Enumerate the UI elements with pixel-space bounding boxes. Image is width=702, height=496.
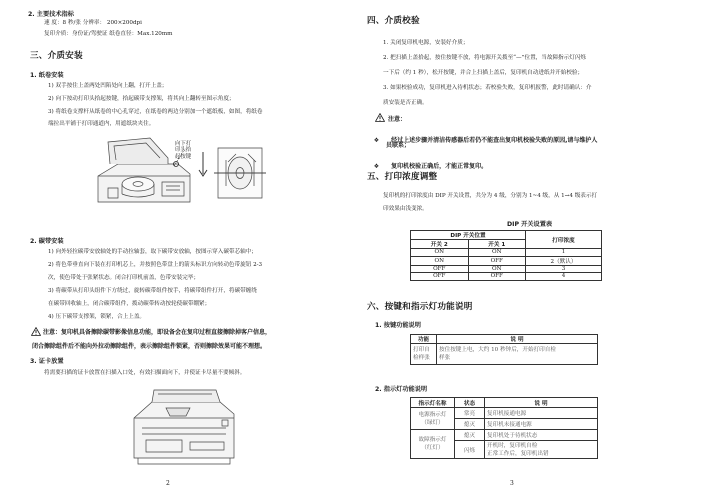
fault-led-color: （红灯） [421, 445, 444, 451]
dip-group-header: DIP 开关位置 [411, 231, 526, 240]
note-label: 注意： [388, 116, 407, 123]
dip-cell: ON [411, 249, 469, 257]
key-function-title: 1. 按键功能说明 [375, 322, 421, 329]
calib-step-1: 1. 关闭复印机电源，安装好介质； [383, 40, 469, 46]
dip-table-caption: DIP 开关设置表 [507, 221, 553, 228]
led-desc-cell: 复印机接通电源 [485, 408, 598, 419]
dip-sw1-header: 开关 1 [468, 240, 526, 249]
ribbon-step-2: 2) 将色带垂直向下装在打印机芯上，并按照色带盘上的箭头标识方向转动色带旋钮 2-3 [48, 262, 263, 268]
led-state-cell: 熄灭 [455, 419, 485, 430]
dip-cell: 4 [526, 273, 602, 281]
down-arrow-icon [196, 150, 210, 180]
erase-warning-line-1: 注意：复印机具备擦除碳带影像信息功能，即设备会在复印过程直接擦除掉客户信息， [43, 329, 272, 336]
key-desc-line-1: 按住按键上电，大约 10 秒钟后，开始打印自检 [439, 347, 556, 353]
key-function-table [410, 334, 598, 365]
paper-step-2: 2) 向下按动打印头拾起按键，拾起碳带支撑架，将其向上翻转至图示角度； [48, 96, 235, 102]
note-item-2-text: 复印机校验正确后，才能正常复印。 [391, 163, 488, 170]
section-4-title: 四、介质校验 [367, 16, 420, 26]
led-desc-line-1: 开机时，复印机自检 [487, 442, 538, 449]
paper-install-title: 1. 纸卷安装 [30, 72, 64, 79]
dip-cell: OFF [411, 265, 469, 273]
section-5-title: 五、打印浓度调整 [367, 172, 438, 182]
diamond-bullet-icon: ❖ [373, 137, 380, 144]
dip-density-header: 打印浓度 [526, 231, 602, 249]
callout-line-2: 印头拾 [175, 147, 192, 154]
paper-roll-figure [212, 140, 270, 204]
note-item-1-cont: 员联系； [386, 142, 411, 149]
page-number-left: 2 [166, 480, 170, 487]
card-copier-figure [128, 384, 240, 468]
dip-cell: 2（默认） [526, 256, 602, 265]
power-led-color: （绿灯） [421, 419, 444, 426]
card-placement-text: 将需要扫描的证卡放置在扫描入口处，有效扫描面向下，并使证卡尽量不要倾斜。 [44, 370, 246, 376]
warning-icon [31, 327, 41, 336]
fault-led-name: 故障指示灯 [418, 437, 447, 443]
led-desc-line-2: 正常工作后，复印机出错 [487, 450, 549, 457]
table-row [411, 256, 602, 265]
dip-cell: ON [468, 249, 526, 257]
spec-line-2: 复印介质：身份证/驾驶证 纸卷直径：Max.120mm [44, 31, 173, 37]
dip-cell: 1 [526, 249, 602, 257]
note-item-1-text: 经过上述步骤并清洁传感器后若仍不能查出复印机校验失败的原因,请与维护人 [391, 137, 598, 144]
paper-step-3: 3) 将纸卷支撑杆从纸卷的中心孔穿过，在纸卷的两边分别加一个遮纸板，如图，将纸卷 [48, 109, 263, 115]
table-row [411, 273, 602, 281]
table-row [411, 344, 598, 365]
ribbon-step-2-cont: 次，使色带处于张紧状态。闭合打印机前盖，色带安装完毕； [48, 275, 200, 281]
led-name-header: 指示灯名称 [411, 398, 455, 408]
led-function-title: 2. 指示灯功能说明 [375, 386, 428, 393]
led-desc-cell: 复印机未接通电源 [485, 419, 598, 430]
dip-switch-table [410, 230, 602, 281]
card-placement-title: 3. 证卡放置 [30, 358, 64, 365]
led-state-cell: 闪烁 [455, 441, 485, 459]
led-function-table [410, 397, 598, 459]
led-state-cell: 熄灭 [455, 430, 485, 441]
table-row [411, 430, 598, 441]
ribbon-step-1: 1) 向外轻拉碳带安放轴处的手动拉轴套，取下碳带安放轴，按图示穿入碳带芯轴中； [48, 249, 257, 255]
key-desc-header: 说 明 [437, 335, 598, 344]
power-led-name: 电源指示灯 [418, 411, 447, 418]
dip-sw2-header: 开关 2 [411, 240, 469, 249]
key-desc-line-2: 样张 [439, 355, 451, 361]
key-func-line-1: 打印自 [413, 347, 430, 353]
dip-cell: OFF [468, 256, 526, 265]
led-state-header: 状态 [455, 398, 485, 408]
ribbon-step-3: 3) 将碳带从打印头组件下方绕过，旋转碳带组件按手，将碳带组件打开，将碳带缠绕 [48, 288, 257, 294]
density-text-2: 印效果由浅变浓。 [383, 206, 428, 212]
dip-cell: 3 [526, 265, 602, 273]
led-state-cell: 常亮 [455, 408, 485, 419]
callout-line-1: 向下打 [175, 141, 192, 147]
key-func-line-2: 检样张 [413, 355, 430, 361]
led-desc-cell: 复印机处于待机状态 [485, 430, 598, 441]
spec-title: 2. 主要技术指标 [28, 11, 74, 18]
note-warning-icon [375, 113, 385, 122]
dip-cell: ON [411, 256, 469, 265]
dip-cell: ON [468, 265, 526, 273]
calib-step-3-cont: 质安装是否正确。 [383, 100, 428, 106]
spec-line-1: 速 度：8 秒/张 分辨率： 200×200dpi [44, 20, 142, 26]
diamond-bullet-icon: ❖ [373, 163, 380, 170]
calib-step-2: 2. 把扫描上盖拾起，按住按键不放，将电源开关拨至“—”位置，当故障指示灯闪烁 [383, 55, 587, 61]
dip-cell: OFF [468, 273, 526, 281]
dip-cell: OFF [411, 273, 469, 281]
section-3-title: 三、介质安装 [30, 51, 83, 61]
key-func-header: 功能 [411, 335, 437, 344]
ribbon-install-title: 2. 碳带安装 [30, 238, 64, 245]
page-number-right: 3 [510, 480, 514, 487]
erase-warning-line-2: 闭合擦除组件后不能向外拉动擦除组件，表示擦除组件锁紧，否则擦除效果可能不理想。 [32, 343, 267, 350]
print-head-button-callout [175, 141, 197, 160]
calib-step-3: 3. 如果校验成功，复印机进入待机状态；若校验失败，复印机报警，此时请确认：介 [383, 85, 592, 91]
ribbon-step-4: 4) 压下碳带支撑架，锁紧，合上上盖。 [48, 314, 146, 320]
paper-step-3-cont: 端拉出平铺于打印通道内，用遮纸块夹住。 [48, 121, 155, 127]
table-row [411, 249, 602, 257]
section-6-title: 六、按键和指示灯功能说明 [367, 302, 473, 312]
density-text-1: 复印机的打印浓度由 DIP 开关设置，共分为 4 级，分别为 1~4 级，从 1→4 级表示打 [383, 193, 598, 199]
table-row [411, 408, 598, 419]
table-row [411, 265, 602, 273]
right-page [351, 0, 702, 496]
paper-step-1: 1) 双手按住上盖两处凹陷处向上翻，打开上盖； [48, 83, 168, 89]
ribbon-step-3-cont: 在碳带回收轴上，闭合碳带组件，拨动碳带转动按轮使碳带绷紧； [48, 301, 211, 307]
calib-step-2-cont: 一下后（约 1 秒），松开按键，并合上扫描上盖后，复印机自动进纸并开始校验； [383, 70, 584, 76]
callout-line-3: 起按键 [175, 153, 192, 160]
led-desc-header: 说 明 [485, 398, 598, 408]
